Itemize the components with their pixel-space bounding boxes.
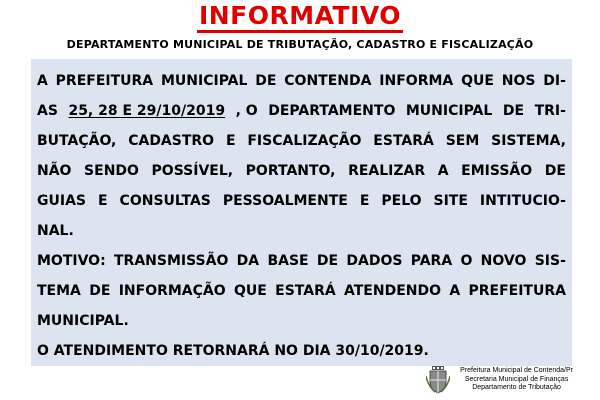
word: QUE xyxy=(461,73,494,89)
page-title: INFORMATIVO xyxy=(197,2,403,33)
notice-line xyxy=(37,96,566,126)
word: PESSOALMENTE xyxy=(222,193,348,209)
word: E xyxy=(359,193,370,209)
notice-line xyxy=(37,336,566,366)
word: EMISSÃO xyxy=(461,163,533,179)
notice-box xyxy=(31,59,572,366)
word: , O xyxy=(235,103,258,119)
word: MUNICIPAL. xyxy=(37,313,129,329)
return-date-line: O ATENDIMENTO RETORNARÁ NO DIA 30/10/2019. xyxy=(37,343,429,359)
word: ATENDENDO xyxy=(344,283,442,299)
word: INTITUCIO- xyxy=(479,193,566,209)
word: ESTARÁ xyxy=(373,133,434,149)
word: PREFEITURA xyxy=(468,283,566,299)
word: O xyxy=(460,253,473,269)
word: A xyxy=(437,163,449,179)
title-container xyxy=(0,2,600,33)
word: CONTENDA xyxy=(284,73,372,89)
word: SEM xyxy=(445,133,480,149)
word: DE xyxy=(89,283,111,299)
notice-line xyxy=(37,126,566,156)
word: PORTANTO, xyxy=(245,163,336,179)
municipal-crest-icon xyxy=(426,366,450,394)
word: POSSÍVEL, xyxy=(151,163,234,179)
word: DE xyxy=(316,253,339,269)
word: ESTARÁ xyxy=(275,283,336,299)
word: SENDO xyxy=(84,163,139,179)
word: DE xyxy=(544,163,566,179)
notice-line xyxy=(37,246,566,276)
notice-line xyxy=(37,66,566,96)
notice-line xyxy=(37,216,566,246)
notice-line xyxy=(37,156,566,186)
word: E xyxy=(97,193,108,209)
word: SISTEMA, xyxy=(491,133,566,149)
word: MUNICIPAL xyxy=(160,73,248,89)
word: CONSULTAS xyxy=(119,193,211,209)
word: DEPARTAMENTO xyxy=(268,103,396,119)
word: A xyxy=(449,283,461,299)
word: DADOS xyxy=(346,253,403,269)
word: INFORMA xyxy=(379,73,454,89)
word: PREFEITURA xyxy=(55,73,154,89)
word: PARA xyxy=(410,253,453,269)
footer-line-prefeitura: Prefeitura Municipal de Contenda/Pr xyxy=(460,367,573,375)
word: FISCALIZAÇÃO xyxy=(247,133,362,149)
word: E xyxy=(225,133,236,149)
closure-dates: 25, 28 E 29/10/2019 xyxy=(68,103,226,119)
word: SITE xyxy=(433,193,468,209)
word: DI- xyxy=(543,73,566,89)
word: DE xyxy=(255,73,277,89)
word: TRI- xyxy=(534,103,566,119)
word: QUE xyxy=(233,283,267,299)
footer-text xyxy=(460,367,573,393)
word: BUTAÇÃO, xyxy=(37,133,117,149)
word: NAL. xyxy=(37,223,74,239)
notice-line xyxy=(37,306,566,336)
word: MOTIVO: xyxy=(37,253,106,269)
word: DA xyxy=(236,253,260,269)
word: INFORMAÇÃO xyxy=(118,283,226,299)
notice-line xyxy=(37,186,566,216)
word: TEMA xyxy=(37,283,81,299)
word: REALIZAR xyxy=(348,163,426,179)
word: CADASTRO xyxy=(128,133,215,149)
word: NÃO xyxy=(37,163,72,179)
word: DE xyxy=(502,103,525,119)
notice-line xyxy=(37,276,566,306)
footer-signature xyxy=(426,366,573,394)
word: A xyxy=(37,73,48,89)
word: BASE xyxy=(267,253,309,269)
word: MUNICIPAL xyxy=(405,103,493,119)
word: AS xyxy=(37,103,58,119)
footer-line-secretaria: Secretaria Municipal de Finanças xyxy=(464,375,569,383)
word: NOVO xyxy=(480,253,527,269)
word: NOS xyxy=(501,73,536,89)
word: TRANSMISSÃO xyxy=(113,253,229,269)
word: GUIAS xyxy=(37,193,86,209)
word: PELO xyxy=(381,193,422,209)
department-subtitle: DEPARTAMENTO MUNICIPAL DE TRIBUTAÇÃO, CADASTRO E FISCALIZAÇÃO xyxy=(66,38,534,51)
word: SIS- xyxy=(534,253,566,269)
footer-line-departamento: Departamento de Tributação xyxy=(472,384,561,392)
